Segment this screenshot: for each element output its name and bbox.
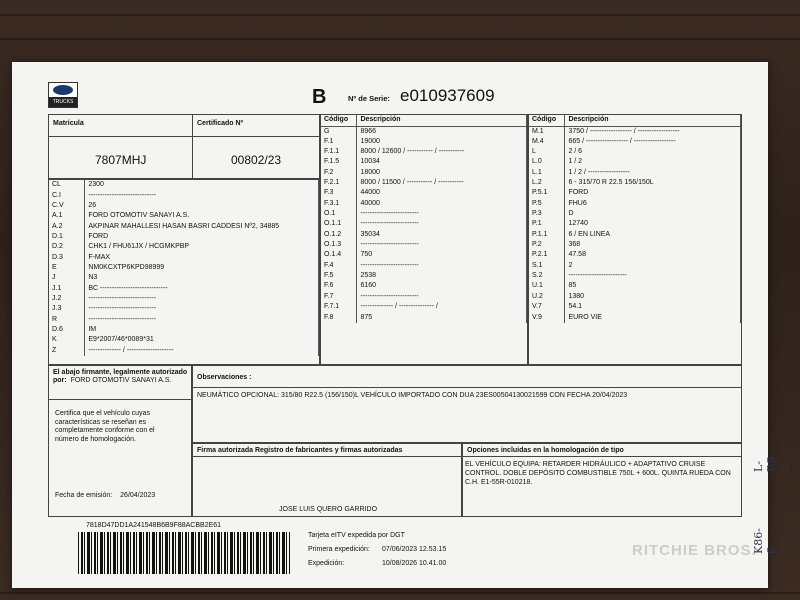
middle-table-row [321, 178, 527, 188]
middle-table-code: F.7.1 [321, 302, 357, 312]
middle-table-row [321, 168, 527, 178]
right-table-code: U.1 [529, 281, 565, 291]
right-table-desc: 2 / 6 [565, 147, 741, 157]
middle-table-row [321, 209, 527, 219]
handwritten-note-2: K86-6 [752, 528, 778, 554]
right-table-desc: 2 [565, 261, 741, 271]
middle-table-row [321, 281, 527, 291]
middle-table-row [321, 292, 527, 302]
left-table-code: Z [49, 346, 85, 356]
right-table-row [529, 261, 741, 271]
right-table-code: U.2 [529, 292, 565, 302]
middle-table-desc: ------------------------- [357, 209, 527, 219]
left-table-desc: FORD [85, 232, 319, 242]
firma-block [192, 443, 462, 517]
middle-table-code: F.5 [321, 271, 357, 281]
left-table-row [49, 283, 319, 293]
right-table-code: P.3 [529, 209, 565, 219]
series-letter: B [312, 86, 327, 108]
firma-name: JOSE LUIS QUERO GARRIDO [279, 506, 378, 513]
ford-trucks-logo-icon [48, 82, 78, 108]
barcode [78, 532, 290, 574]
right-table-desc: FORD [565, 188, 741, 198]
left-table-row [49, 232, 319, 242]
middle-table-desc: 44000 [357, 188, 527, 198]
right-table-row [529, 312, 741, 322]
left-table-desc: 2300 [85, 180, 319, 190]
expedicion-value: 10/08/2026 10.41.00 [382, 560, 447, 567]
middle-table-row [321, 126, 527, 137]
middle-table-code: F.6 [321, 281, 357, 291]
primera-value: 07/06/2023 12.53.15 [382, 546, 447, 553]
right-table-row [529, 188, 741, 198]
middle-data-table [320, 114, 528, 365]
middle-table-desc: 19000 [357, 137, 527, 147]
left-table-code: J.3 [49, 304, 85, 314]
right-table-desc: 6 - 315/70 R 22.5 156/150L [565, 178, 741, 188]
middle-table-desc: ------------------------- [357, 261, 527, 271]
left-data-table [48, 179, 320, 365]
middle-table-code: O.1.4 [321, 250, 357, 260]
middle-table-row [321, 250, 527, 260]
right-table-row [529, 137, 741, 147]
middle-table-desc: ------------------------- [357, 240, 527, 250]
left-table-code: R [49, 314, 85, 324]
middle-table-code: F.1.1 [321, 147, 357, 157]
right-table-code: P.2 [529, 240, 565, 250]
right-table-desc: 1 / 2 / ------------------ [565, 168, 741, 178]
right-table-code: V.7 [529, 302, 565, 312]
middle-table-desc: 8000 / 12600 / ----------- / ----------- [357, 147, 527, 157]
left-table-desc: -------------- / -------------------- [85, 346, 319, 356]
middle-table-code: F.4 [321, 261, 357, 271]
opciones-text: EL VEHÍCULO EQUIPA: RETARDER HIDRÁULICO + ADAPTATIVO CRUISE CONTROL. DOBLE DEPÓSITO COMBUSTIBLE 750L + 600L. QUINTA RUEDA CON C.H. E1-55R-010218. [465, 461, 731, 486]
middle-desc-header: Descripción [357, 115, 527, 126]
right-table-desc: 368 [565, 240, 741, 250]
middle-table-desc: 875 [357, 312, 527, 322]
left-table-desc: BC ----------------------------- [85, 283, 319, 293]
right-table-row [529, 209, 741, 219]
middle-table-row [321, 219, 527, 229]
right-table-code: L.2 [529, 178, 565, 188]
primera-label: Primera expedición: [308, 546, 370, 553]
right-code-header: Código [529, 115, 565, 126]
right-table-row [529, 230, 741, 240]
middle-table-code: O.1.1 [321, 219, 357, 229]
left-table-row [49, 201, 319, 211]
middle-table-row [321, 199, 527, 209]
right-table-code: P.5.1 [529, 188, 565, 198]
right-table-row [529, 271, 741, 281]
left-table-row [49, 221, 319, 231]
right-table-row [529, 157, 741, 167]
right-table-desc: EURO VIE [565, 312, 741, 322]
middle-table-code: F.2 [321, 168, 357, 178]
signer-company: FORD OTOMOTIV SANAYI A.S. [70, 377, 172, 384]
right-table-code: P.1 [529, 219, 565, 229]
left-table-row [49, 335, 319, 345]
middle-table-code: F.2.1 [321, 178, 357, 188]
left-table-row [49, 346, 319, 356]
serie-label: Nº de Serie: [348, 94, 390, 103]
middle-table-desc: 18000 [357, 168, 527, 178]
right-table-desc: 3750 / ------------------ / ------------------ [565, 126, 741, 137]
left-table-desc: IM [85, 325, 319, 335]
left-table-row [49, 242, 319, 252]
right-table-desc: 47.58 [565, 250, 741, 260]
right-table-code: L.1 [529, 168, 565, 178]
middle-table-row [321, 230, 527, 240]
left-table-row [49, 211, 319, 221]
left-table-row [49, 190, 319, 200]
right-table-desc: 85 [565, 281, 741, 291]
right-table-row [529, 219, 741, 229]
left-table-code: K [49, 335, 85, 345]
left-table-row [49, 263, 319, 273]
left-table-code: C.V [49, 201, 85, 211]
observaciones-block [192, 365, 742, 443]
left-table-desc: ----------------------------- [85, 314, 319, 324]
matricula-block [48, 114, 320, 179]
left-table-row [49, 273, 319, 283]
middle-table-row [321, 240, 527, 250]
right-table-row [529, 240, 741, 250]
left-table-code: J.1 [49, 283, 85, 293]
firma-label: Firma autorizada Registro de fabricantes y firmas autorizadas [197, 447, 403, 454]
certificado-value: 00802/23 [231, 153, 282, 167]
right-table-code: S.2 [529, 271, 565, 281]
middle-table-code: O.1 [321, 209, 357, 219]
emision-label: Fecha de emisión: [55, 492, 113, 499]
right-table-desc: 1380 [565, 292, 741, 302]
certificado-label: Certificado Nº [197, 120, 244, 127]
right-table-row [529, 250, 741, 260]
left-table-desc: E9*2007/46*0089*31 [85, 335, 319, 345]
left-table-desc: ----------------------------- [85, 190, 319, 200]
left-table-code: C.I [49, 190, 85, 200]
middle-table-desc: ------------------------- [357, 219, 527, 229]
right-data-table [528, 114, 742, 365]
right-table-code: M.1 [529, 126, 565, 137]
handwritten-note-1: L-BS 2 [752, 456, 791, 472]
left-table-code: J.2 [49, 294, 85, 304]
left-table-row [49, 180, 319, 190]
middle-table-desc: 750 [357, 250, 527, 260]
middle-table-desc: 10034 [357, 157, 527, 167]
signer-block [48, 365, 192, 517]
left-table-code: D.6 [49, 325, 85, 335]
left-table-code: CL [49, 180, 85, 190]
left-table-desc: CHK1 / FHU61JX / HCGMKPBP [85, 242, 319, 252]
right-table-row [529, 178, 741, 188]
left-table-desc: 26 [85, 201, 319, 211]
middle-table-row [321, 188, 527, 198]
left-table-code: A.1 [49, 211, 85, 221]
middle-table-code: F.1.5 [321, 157, 357, 167]
left-table-desc: NM0KCXTP6KPD98999 [85, 263, 319, 273]
right-table-row [529, 292, 741, 302]
middle-header-row [321, 115, 527, 126]
observaciones-label: Observaciones : [197, 374, 252, 381]
signer-label: El abajo firmante, legalmente autorizado por: [53, 369, 188, 384]
right-table-code: L.0 [529, 157, 565, 167]
middle-table-row [321, 312, 527, 322]
middle-table-code: F.3 [321, 188, 357, 198]
middle-table-desc: 35034 [357, 230, 527, 240]
middle-table-code: F.3.1 [321, 199, 357, 209]
left-table-desc: F-MAX [85, 252, 319, 262]
right-table-code: L [529, 147, 565, 157]
middle-table-code: F.7 [321, 292, 357, 302]
left-table-code: D.3 [49, 252, 85, 262]
left-table-row [49, 294, 319, 304]
left-table-code: J [49, 273, 85, 283]
right-table-desc: ------------------------- [565, 271, 741, 281]
watermark-text: RITCHIE BROS. [632, 542, 757, 559]
right-table-row [529, 168, 741, 178]
signer-certifies: Certifica que el vehículo cuyas características se reseñan es completamente conforme con el número de homologación. [55, 410, 155, 443]
right-table-code: P.1.1 [529, 230, 565, 240]
right-table-row [529, 199, 741, 209]
expedicion-label: Expedición: [308, 560, 345, 567]
matricula-label: Matrícula [53, 120, 84, 127]
middle-table-row [321, 271, 527, 281]
middle-table-row [321, 157, 527, 167]
right-desc-header: Descripción [565, 115, 741, 126]
observaciones-text: NEUMÁTICO OPCIONAL: 315/80 R22.5 (156/150)L VEHÍCULO IMPORTADO CON DUA 23ES00504130021599 CON FECHA 20/04/2023 [197, 392, 628, 399]
opciones-label: Opciones incluidas en la homologación de tipo [467, 447, 624, 454]
middle-table-code: O.1.2 [321, 230, 357, 240]
right-table-code: M.4 [529, 137, 565, 147]
right-table-desc: 1 / 2 [565, 157, 741, 167]
logo-text: TRUCKS [49, 97, 77, 107]
left-table-row [49, 252, 319, 262]
right-table-row [529, 126, 741, 137]
left-table-code: A.2 [49, 221, 85, 231]
tarjeta-text: Tarjeta eITV expedida por DGT [308, 532, 405, 539]
left-table-row [49, 314, 319, 324]
vehicle-registration-document [12, 62, 791, 588]
right-table-code: P.2.1 [529, 250, 565, 260]
right-table-desc: FHU6 [565, 199, 741, 209]
right-table-desc: 12740 [565, 219, 741, 229]
left-table-code: D.2 [49, 242, 85, 252]
middle-table-desc: 8000 / 11500 / ----------- / ----------- [357, 178, 527, 188]
middle-table-row [321, 147, 527, 157]
right-table-desc: 6 / EN LINEA [565, 230, 741, 240]
middle-table-row [321, 302, 527, 312]
left-table-code: D.1 [49, 232, 85, 242]
middle-table-code: G [321, 126, 357, 137]
left-table-row [49, 304, 319, 314]
opciones-block [462, 443, 742, 517]
middle-table-row [321, 137, 527, 147]
right-table-code: P.5 [529, 199, 565, 209]
left-table-code: E [49, 263, 85, 273]
left-table-desc: AKPINAR MAHALLESI HASAN BASRI CADDESI Nº2, 34885 [85, 221, 319, 231]
middle-table-code: F.8 [321, 312, 357, 322]
emision-value: 26/04/2023 [120, 492, 156, 499]
right-table-desc: D [565, 209, 741, 219]
left-table-row [49, 325, 319, 335]
left-table-desc: N3 [85, 273, 319, 283]
right-table-row [529, 147, 741, 157]
middle-table-desc: 2538 [357, 271, 527, 281]
left-table-desc: ----------------------------- [85, 294, 319, 304]
right-table-desc: 665 / ------------------ / ------------------ [565, 137, 741, 147]
middle-table-code: F.1 [321, 137, 357, 147]
middle-table-desc: 8966 [357, 126, 527, 137]
middle-table-desc: ------------------------- [357, 292, 527, 302]
middle-code-header: Código [321, 115, 357, 126]
middle-table-desc: 40000 [357, 199, 527, 209]
middle-table-code: O.1.3 [321, 240, 357, 250]
right-table-desc: 54.1 [565, 302, 741, 312]
document-hash: 7818D47DD1A241548B6B9F88ACBB2E61 [86, 522, 222, 529]
middle-table-row [321, 261, 527, 271]
right-table-row [529, 302, 741, 312]
right-table-code: S.1 [529, 261, 565, 271]
middle-table-desc: -------------- / --------------- / [357, 302, 527, 312]
serie-number: e010937609 [400, 86, 495, 105]
right-header-row [529, 115, 741, 126]
right-table-row [529, 281, 741, 291]
right-table-code: V.9 [529, 312, 565, 322]
matricula-value: 7807MHJ [95, 153, 147, 167]
middle-table-desc: 6160 [357, 281, 527, 291]
left-table-desc: ----------------------------- [85, 304, 319, 314]
left-table-desc: FORD OTOMOTIV SANAYI A.S. [85, 211, 319, 221]
